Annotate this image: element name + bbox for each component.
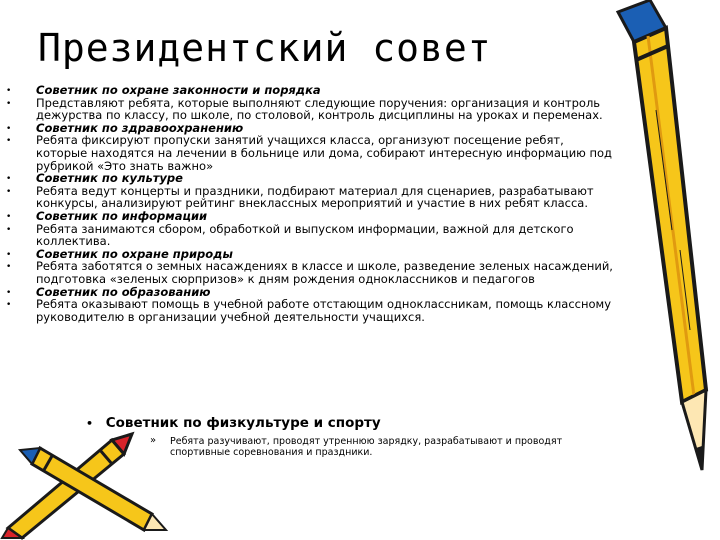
sub-text-item xyxy=(150,436,620,458)
bullet: • xyxy=(6,98,12,109)
item-text: Ребята фиксируют пропуски занятий учащихся класса, организуют посещение ребят, которые находятся на лечении в больнице или дома, собирают интересную информацию под рубрикой «Это знать важно» xyxy=(36,133,613,173)
item-text: Советник по здравоохранению xyxy=(36,120,244,135)
item-text: Ребята заботятся о земных насаждениях в классе и школе, разведение зеленых насаждений, подготовка «зеленых сюрпризов» к дням рождения одноклассников и педагогов xyxy=(36,259,613,286)
bullet: • xyxy=(6,174,12,185)
list-item-text xyxy=(0,134,616,172)
list-item-text xyxy=(0,260,616,285)
bullet: • xyxy=(6,211,12,222)
bullet: • xyxy=(6,136,12,147)
item-text: Советник по охране законности и порядка xyxy=(36,83,321,97)
list-item-text xyxy=(0,97,616,122)
vertical-pencil-icon xyxy=(610,0,720,540)
list-item-text xyxy=(0,298,616,323)
crossed-pencils-icon xyxy=(0,430,170,540)
item-text: Советник по информации xyxy=(36,208,208,223)
list-item-text xyxy=(0,223,616,248)
item-text: Советник по образованию xyxy=(36,284,211,299)
item-text: Ребята оказывают помощь в учебной работе отстающим одноклассникам, помощь классному руководителю в организации учебной деятельности учащихся. xyxy=(36,297,612,324)
item-list xyxy=(0,83,613,324)
item-text: Ребята занимаются сбором, обработкой и выпуском информации, важной для детского коллектива. xyxy=(36,221,574,249)
slide-title: Президентский совет xyxy=(38,26,492,70)
bullet: • xyxy=(6,262,12,273)
item-text: Советник по охране природы xyxy=(36,246,233,261)
list-item-text xyxy=(0,185,616,210)
item-text: Ребята ведут концерты и праздники, подбирают материал для сценариев, разрабатывают конкурсы, анализируют рейтинг внеклассных мероприятий и участие в них ребят класса. xyxy=(36,183,594,211)
sub-heading-text: Советник по физкультуре и спорту xyxy=(105,415,381,431)
sub-bullet: » xyxy=(150,435,157,446)
sub-text: Ребята разучивают, проводят утреннюю зарядку, разрабатывают и проводят спортивные соревнования и праздники. xyxy=(170,436,563,458)
bullet: • xyxy=(86,417,94,430)
bullet: • xyxy=(6,86,12,96)
bullet: • xyxy=(6,224,12,235)
bullet: • xyxy=(6,123,12,134)
item-text: Советник по культуре xyxy=(36,171,183,186)
bullet: • xyxy=(6,300,12,311)
bullet: • xyxy=(6,287,12,298)
bullet: • xyxy=(6,186,12,197)
bullet: • xyxy=(6,249,12,260)
item-text: Представляют ребята, которые выполняют следующие поручения: организация и контроль дежурства по классу, по школе, по столовой, контроль дисциплины на уроках и переменах. xyxy=(36,95,603,123)
